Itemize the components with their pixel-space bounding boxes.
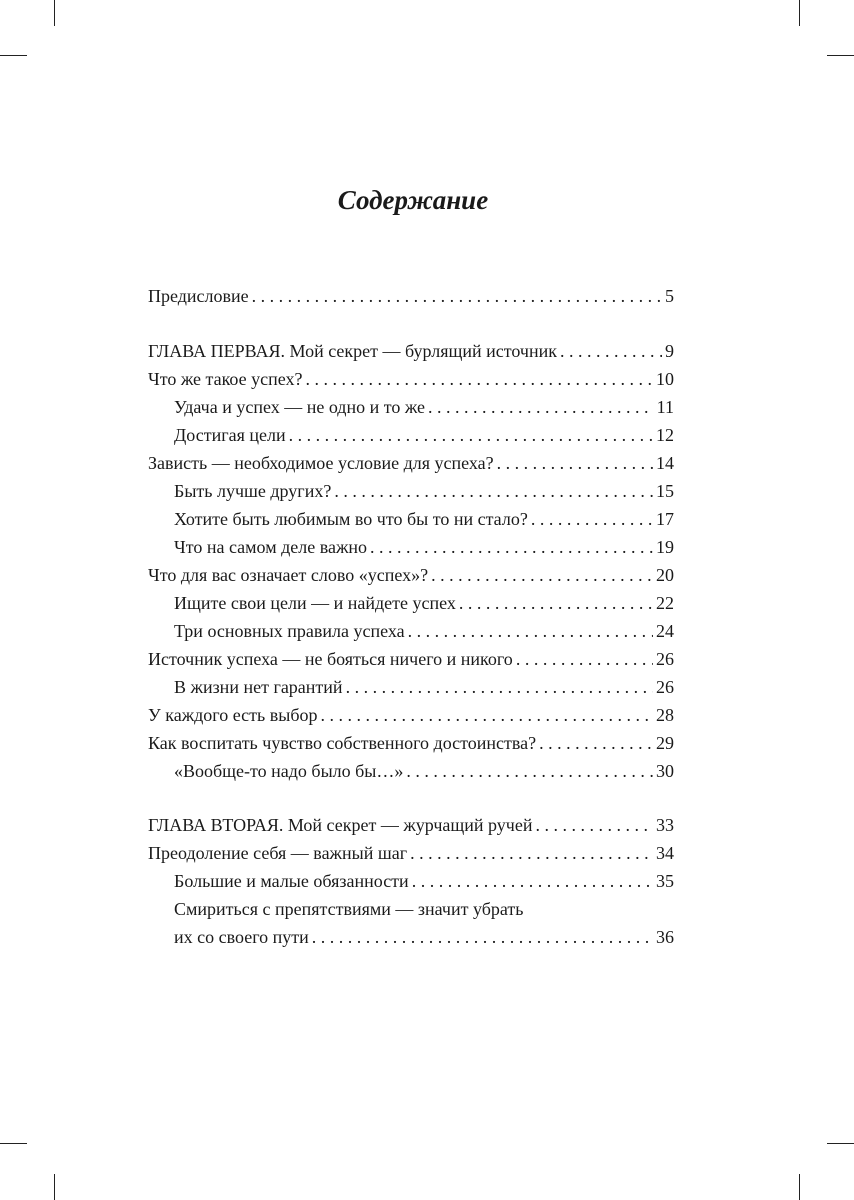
crop-mark xyxy=(0,1143,27,1144)
dot-leader xyxy=(406,757,653,785)
toc-entry[interactable]: Преодоление себя — важный шаг . . . 34 xyxy=(148,839,674,867)
toc-entry-chapter-1[interactable]: ГЛАВА ПЕРВАЯ. Мой секрет — бурлящий источник . . . 9 xyxy=(148,337,674,365)
crop-mark xyxy=(827,55,854,56)
toc-entry[interactable]: Что на самом деле важно . . . 19 xyxy=(148,533,674,561)
dot-leader xyxy=(370,533,653,561)
dot-leader xyxy=(289,421,653,449)
dot-leader xyxy=(410,839,653,867)
crop-mark xyxy=(799,1174,800,1200)
toc-entry[interactable]: Достигая цели . . . 12 xyxy=(148,421,674,449)
dot-leader xyxy=(321,701,654,729)
crop-mark xyxy=(827,1143,854,1144)
page-title: Содержание xyxy=(337,185,489,215)
dot-leader xyxy=(535,811,653,839)
toc-entry[interactable]: Источник успеха — не бояться ничего и никого . . . 26 xyxy=(148,645,674,673)
crop-mark xyxy=(0,55,27,56)
dot-leader xyxy=(252,282,662,310)
toc-entry[interactable]: Зависть — необходимое условие для успеха? . . . 14 xyxy=(148,449,674,477)
toc-entry[interactable]: Хотите быть любимым во что бы то ни стало? . . . 17 xyxy=(148,505,674,533)
toc-entry-preface[interactable]: Предисловие . . . 5 xyxy=(148,282,674,310)
toc-entry-wrapped-line-1[interactable]: Смириться с препятствиями — значит убрать xyxy=(174,899,524,919)
toc-entry[interactable]: Удача и успех — не одно и то же . . . 11 xyxy=(148,393,674,421)
dot-leader xyxy=(346,673,653,701)
toc-entry[interactable]: Три основных правила успеха . . . 24 xyxy=(148,617,674,645)
crop-mark xyxy=(54,1174,55,1200)
dot-leader xyxy=(539,729,653,757)
dot-leader xyxy=(459,589,653,617)
spacer xyxy=(148,785,674,811)
toc-entry[interactable]: У каждого есть выбор . . . 28 xyxy=(148,701,674,729)
spacer xyxy=(148,310,674,337)
toc-entry[interactable]: Ищите свои цели — и найдете успех . . . 22 xyxy=(148,589,674,617)
dot-leader xyxy=(431,561,653,589)
dot-leader xyxy=(312,923,653,951)
dot-leader xyxy=(306,365,654,393)
toc-entry[interactable]: Как воспитать чувство собственного достоинства? . . . 29 xyxy=(148,729,674,757)
crop-mark xyxy=(54,0,55,26)
toc-entry[interactable]: Быть лучше других? . . . 15 xyxy=(148,477,674,505)
toc-entry[interactable]: «Вообще-то надо было бы…» . . . 30 xyxy=(148,757,674,785)
dot-leader xyxy=(560,337,662,365)
crop-mark xyxy=(799,0,800,26)
dot-leader xyxy=(516,645,653,673)
dot-leader xyxy=(408,617,653,645)
toc-entry[interactable]: Большие и малые обязанности . . . 35 xyxy=(148,867,674,895)
toc-entry[interactable]: В жизни нет гарантий . . . 26 xyxy=(148,673,674,701)
dot-leader xyxy=(334,477,653,505)
toc-entry[interactable]: Что для вас означает слово «успех»? . . . 20 xyxy=(148,561,674,589)
toc-entry-chapter-2[interactable]: ГЛАВА ВТОРАЯ. Мой секрет — журчащий ручей . . . 33 xyxy=(148,811,674,839)
table-of-contents xyxy=(148,282,674,951)
toc-entry[interactable]: Что же такое успех? . . . 10 xyxy=(148,365,674,393)
dot-leader xyxy=(497,449,653,477)
dot-leader xyxy=(412,867,653,895)
toc-entry-wrapped-line-2[interactable]: их со своего пути . . . 36 xyxy=(148,923,674,951)
dot-leader xyxy=(428,393,654,421)
dot-leader xyxy=(531,505,653,533)
